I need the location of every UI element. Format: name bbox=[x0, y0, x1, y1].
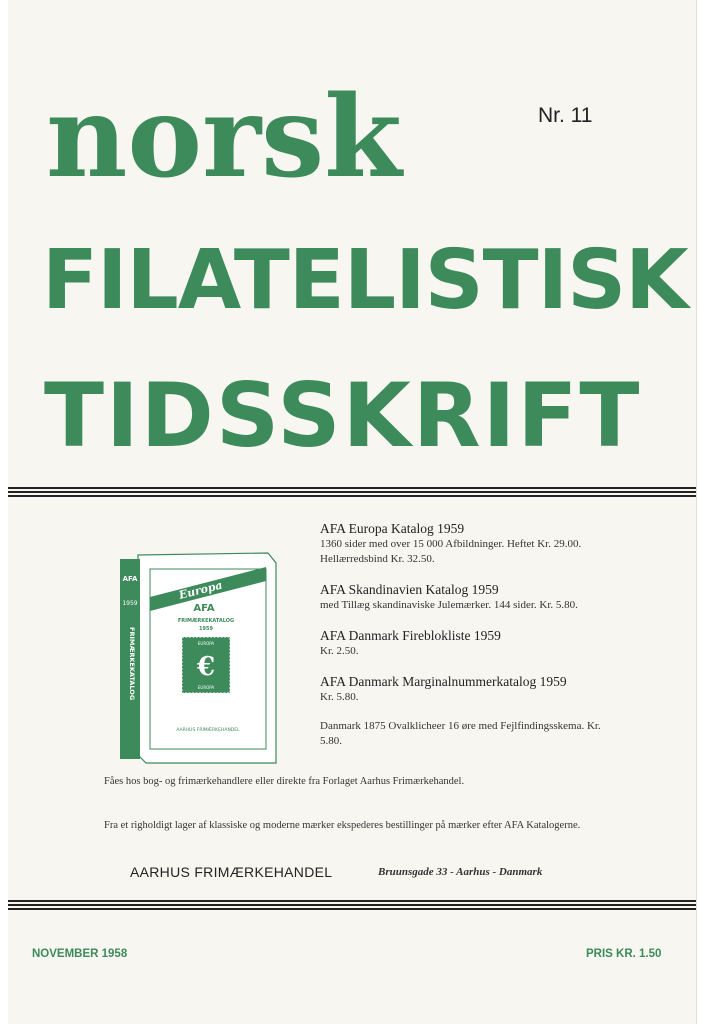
stock-note: Fra et righoldigt lager af klassiske og moderne mærker ekspederes bestillinger på mærker efter AFA Katalogerne. bbox=[104, 820, 581, 831]
entry-description: 1360 sider med over 15 000 Afbildninger. Heftet Kr. 29.00. Hellærredsbind Kr. 32.50. bbox=[320, 538, 582, 565]
svg-text:€: € bbox=[196, 652, 216, 682]
company-name: AARHUS FRIMÆRKEHANDEL bbox=[130, 864, 333, 880]
spine-brand: AFA bbox=[122, 575, 138, 583]
catalog-list bbox=[320, 520, 620, 763]
issue-price: PRIS KR. 1.50 bbox=[586, 948, 662, 960]
magazine-cover bbox=[8, 0, 697, 1024]
issue-number: Nr. 11 bbox=[538, 104, 593, 127]
masthead-line-norsk: norsk bbox=[46, 72, 402, 203]
spine-year: 1959 bbox=[122, 600, 138, 607]
banner-europa: Europa bbox=[177, 578, 224, 602]
entry-description: Kr. 5.80. bbox=[320, 691, 359, 703]
entry-title: AFA Danmark Fireblokliste 1959 bbox=[320, 628, 501, 643]
list-item bbox=[320, 673, 620, 705]
entry-title: AFA Skandinavien Katalog 1959 bbox=[320, 582, 499, 597]
stamp-bottom-label: EUROPA bbox=[197, 685, 215, 690]
list-item bbox=[320, 520, 620, 567]
cover-title: FRIMÆRKEKATALOG bbox=[177, 618, 235, 624]
issue-date: NOVEMBER 1958 bbox=[32, 948, 128, 960]
availability-note: Fåes hos bog- og frimærkehandlere eller direkte fra Forlaget Aarhus Frimærkehandel. bbox=[104, 776, 465, 787]
list-item bbox=[320, 627, 620, 659]
entry-description: med Tillæg skandinaviske Julemærker. 144 sider. Kr. 5.80. bbox=[320, 599, 578, 611]
cover-year: 1959 bbox=[199, 626, 213, 632]
spine-title: FRIMÆRKEKATALOG bbox=[128, 627, 136, 701]
masthead-line-filatelistisk: FILATELISTISK bbox=[42, 233, 688, 328]
entry-title: AFA Danmark Marginalnummerkatalog 1959 bbox=[320, 674, 567, 689]
entry-title: AFA Europa Katalog 1959 bbox=[320, 521, 465, 536]
list-item bbox=[320, 581, 620, 613]
divider-bottom bbox=[8, 900, 696, 914]
company-address: Bruunsgade 33 - Aarhus - Danmark bbox=[378, 866, 543, 878]
entry-description: Kr. 2.50. bbox=[320, 645, 359, 657]
masthead-line-tidsskrift: TIDSSKRIFT bbox=[44, 364, 642, 467]
divider-top bbox=[8, 487, 696, 501]
cover-publisher: AARHUS FRIMÆRKEHANDEL bbox=[176, 728, 240, 733]
catalog-book-image bbox=[118, 545, 278, 765]
entry-description: Danmark 1875 Ovalklicheer 16 øre med Fejlfindingsskema. Kr. 5.80. bbox=[320, 720, 601, 747]
list-item bbox=[320, 719, 620, 749]
afa-logo: AFA bbox=[193, 603, 215, 614]
stamp-top-label: EUROPA bbox=[197, 641, 215, 646]
